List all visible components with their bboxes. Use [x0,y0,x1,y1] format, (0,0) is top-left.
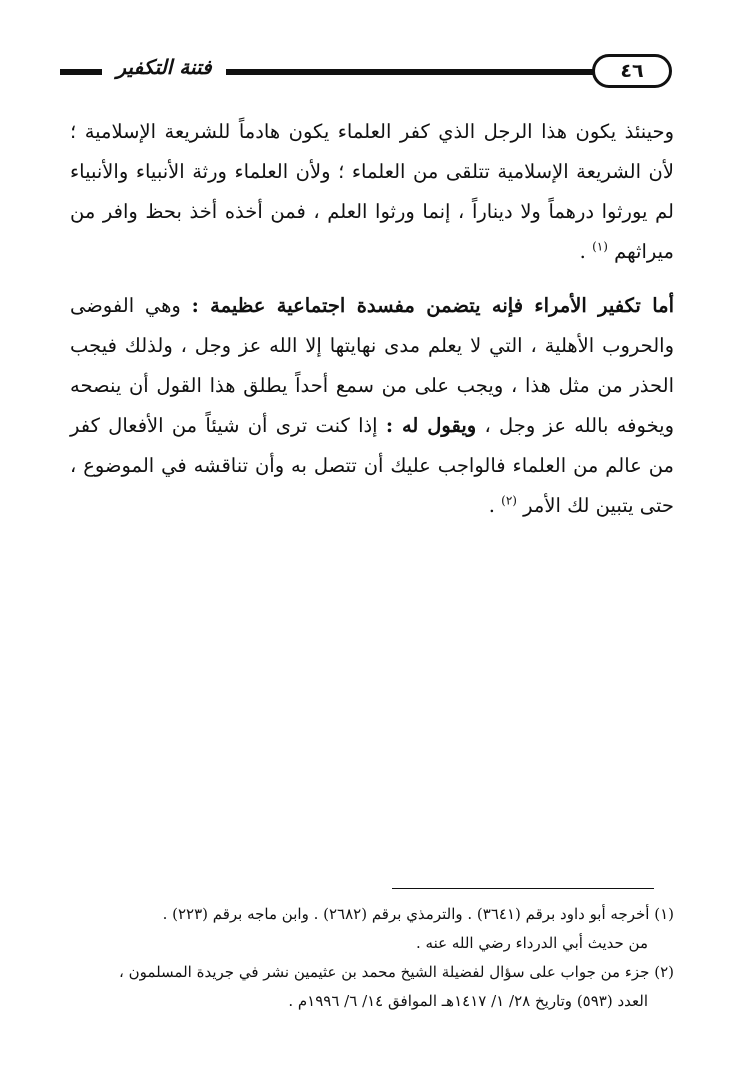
paragraph-2-text-a: وهي الفوضى والحروب الأهلية ، التي لا يعلم مدى نهايتها إلا الله عز وجل ، ولذلك فيجب الحذر من مثل هذا ، ويجب على من سمع أحداً يطلق هذا القول أن ينصحه ويخوفه بالله عز وجل ، [70,294,675,437]
footnote-2-line-1: (٢) جزء من جواب على سؤال لفضيلة الشيخ محمد بن عثيمين نشر في جريدة المسلمون ، [119,963,674,981]
paragraph-1-text: وحينئذ يكون هذا الرجل الذي كفر العلماء يكون هادماً للشريعة الإسلامية ؛ لأن الشريعة الإسلامية تتلقى من العلماء ؛ ولأن العلماء ورثة الأنبياء والأنبياء لم يورثوا درهماً ولا ديناراً ، إنما ورثوا العلم ، فمن أخذه أخذ بحظ وافر من ميراثهم [70,120,674,263]
paragraph-2-text-b: إذا كنت ترى أن شيئاً من الأفعال كفر من عالم من العلماء فالواجب عليك أن تتصل به وأن تناقشه في الموضوع ، حتى يتبين لك الأمر [70,414,674,517]
footnote-1-line-1: (١) أخرجه أبو داود برقم (٣٦٤١) . والترمذي برقم (٢٦٨٢) . وابن ماجه برقم (٢٢٣) . [162,905,674,923]
paragraph-2-heading: أما تكفير الأمراء فإنه يتضمن مفسدة اجتماعية عظيمة : [191,294,675,317]
main-text [70,112,674,526]
footnote-2-line-2: العدد (٥٩٣) وتاريخ ٢٨/ ١/ ١٤١٧هـ الموافق ١٤/ ٦/ ١٩٩٦م . [288,992,648,1010]
page-header [60,52,672,92]
paragraph-2-end: . [488,494,495,517]
footnote-divider [392,888,654,889]
paragraph-1 [70,112,674,272]
page-number: ٤٦ [592,54,672,88]
header-rule-long [226,69,596,75]
footnote-ref-1: (١) [592,239,608,254]
footnote-1-line-2: من حديث أبي الدرداء رضي الله عنه . [416,934,648,952]
paragraph-2 [70,286,674,526]
running-title: فتنة التكفير [116,55,212,79]
footnotes [70,900,674,1016]
paragraph-1-end: . [579,240,586,263]
header-rule-short [60,69,102,75]
paragraph-2-bold-phrase: ويقول له : [385,414,477,437]
footnote-ref-2: (٢) [501,493,517,508]
